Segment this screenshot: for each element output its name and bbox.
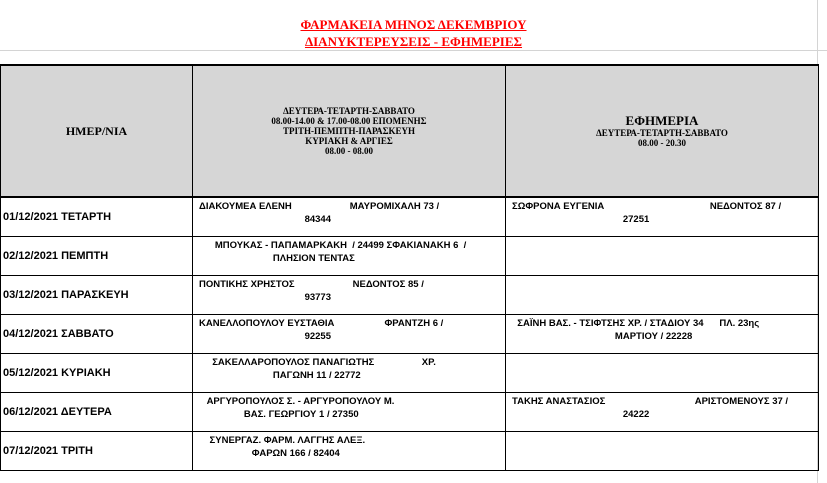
table-row [1, 276, 819, 315]
day-pharmacy-cell [506, 393, 819, 432]
day-column-header [506, 65, 819, 197]
date-cell: 04/12/2021 ΣΑΒΒΑΤΟ [1, 315, 193, 354]
document-title: ΦΑΡΜΑΚΕΙΑ ΜΗΝΟΣ ΔΕΚΕΜΒΡΙΟΥ [300, 17, 527, 32]
document-subtitle: ΔΙΑΝΥΚΤΕΡΕΥΣΕΙΣ - ΕΦΗΜΕΡΙΕΣ [304, 34, 523, 49]
night-pharmacy-cell [193, 197, 506, 237]
day-pharmacy-text: ΤΑΚΗΣ ΑΝΑΣΤΑΣΙΟΣ ΑΡΙΣΤΟΜΕΝΟΥΣ 37 / 24222 [512, 396, 789, 420]
date-cell: 06/12/2021 ΔΕΥΤΕΡΑ [1, 393, 193, 432]
night-pharmacy-cell [193, 315, 506, 354]
night-pharmacy-text: ΚΑΝΕΛΛΟΠΟΥΛΟΥ ΕΥΣΤΑΘΙΑ ΦΡΑΝΤΖΗ 6 / 92255 [199, 318, 444, 342]
day-pharmacy-cell [506, 432, 819, 471]
table-row [1, 354, 819, 393]
night-pharmacy-text: ΔΙΑΚΟΥΜΕΑ ΕΛΕΝΗ ΜΑΥΡΟΜΙΧΑΛΗ 73 / 84344 [199, 201, 440, 225]
date-column-header: ΗΜΕΡ/ΝΙΑ [1, 65, 193, 197]
day-pharmacy-cell [506, 354, 819, 393]
night-column-header [193, 65, 506, 197]
night-header-line: ΤΡΙΤΗ-ΠΕΜΠΤΗ-ΠΑΡΑΣΚΕΥΗ [282, 126, 416, 136]
day-header-line: 08.00 - 20.30 [638, 138, 686, 148]
day-pharmacy-text: ΣΑΪΝΗ ΒΑΣ. - ΤΣΙΦΤΣΗΣ ΧΡ. / ΣΤΑΔΙΟΥ 34 ΠΛ. 23ης ΜΑΡΤΙΟΥ / 22228 [517, 318, 760, 342]
night-pharmacy-text: ΣΥΝΕΡΓΑΖ. ΦΑΡΜ. ΛΑΓΓΗΣ ΑΛΕΞ. ΦΑΡΩΝ 166 / 82404 [209, 435, 366, 459]
day-pharmacy-cell [506, 197, 819, 237]
night-pharmacy-text: ΑΡΓΥΡΟΠΟΥΛΟΣ Σ. - ΑΡΓΥΡΟΠΟΥΛΟΥ Μ. ΒΑΣ. ΓΕΩΡΓΙΟΥ 1 / 27350 [206, 396, 395, 420]
night-header-line: ΔΕΥΤΕΡΑ-ΤΕΤΑΡΤΗ-ΣΑΒΒΑΤΟ [283, 106, 415, 116]
night-header-line: ΚΥΡΙΑΚΗ & ΑΡΓΙΕΣ [305, 136, 393, 146]
day-pharmacy-text: ΣΩΦΡΟΝΑ ΕΥΓΕΝΙΑ ΝΕΔΟΝΤΟΣ 87 / 27251 [512, 201, 782, 225]
night-pharmacy-cell [193, 432, 506, 471]
date-cell: 03/12/2021 ΠΑΡΑΣΚΕΥΗ [1, 276, 193, 315]
table-row [1, 197, 819, 237]
day-pharmacy-text [506, 432, 818, 434]
date-cell: 05/12/2021 ΚΥΡΙΑΚΗ [1, 354, 193, 393]
night-pharmacy-text: ΜΠΟΥΚΑΣ - ΠΑΠΑΜΑΡΚΑΚΗ / 24499 ΣΦΑΚΙΑΝΑΚΗ 6 / ΠΛΗΣΙΟΝ ΤΕΝΤΑΣ [214, 240, 467, 264]
night-pharmacy-cell [193, 276, 506, 315]
day-pharmacy-cell [506, 315, 819, 354]
day-header-title: ΕΦΗΜΕΡΙΑ [625, 113, 699, 128]
table-row [1, 315, 819, 354]
header-row [1, 65, 819, 197]
day-pharmacy-text [506, 354, 818, 356]
date-cell: 07/12/2021 ΤΡΙΤΗ [1, 432, 193, 471]
night-pharmacy-text: ΣΑΚΕΛΛΑΡΟΠΟΥΛΟΣ ΠΑΝΑΓΙΩΤΗΣ ΧΡ. ΠΑΓΩΝΗ 11 / 22772 [212, 357, 436, 381]
table-row [1, 432, 819, 471]
day-pharmacy-cell [506, 237, 819, 276]
night-header-line: 08.00 - 08.00 [325, 146, 373, 156]
table-row [1, 237, 819, 276]
table-row [1, 393, 819, 432]
night-pharmacy-cell [193, 354, 506, 393]
night-header-line: 08.00-14.00 & 17.00-08.00 ΕΠΟΜΕΝΗΣ [271, 116, 427, 126]
day-pharmacy-cell [506, 276, 819, 315]
pharmacy-schedule-table [0, 64, 819, 471]
night-pharmacy-text: ΠΟΝΤΙΚΗΣ ΧΡΗΣΤΟΣ ΝΕΔΟΝΤΟΣ 85 / 93773 [199, 279, 424, 303]
night-pharmacy-cell [193, 393, 506, 432]
date-cell: 02/12/2021 ΠΕΜΠΤΗ [1, 237, 193, 276]
day-pharmacy-text [506, 237, 818, 239]
gridline-top [0, 50, 827, 51]
date-cell: 01/12/2021 ΤΕΤΑΡΤΗ [1, 197, 193, 237]
night-pharmacy-cell [193, 237, 506, 276]
day-pharmacy-text [506, 276, 818, 278]
day-header-line: ΔΕΥΤΕΡΑ-ΤΕΤΑΡΤΗ-ΣΑΒΒΑΤΟ [596, 128, 728, 138]
